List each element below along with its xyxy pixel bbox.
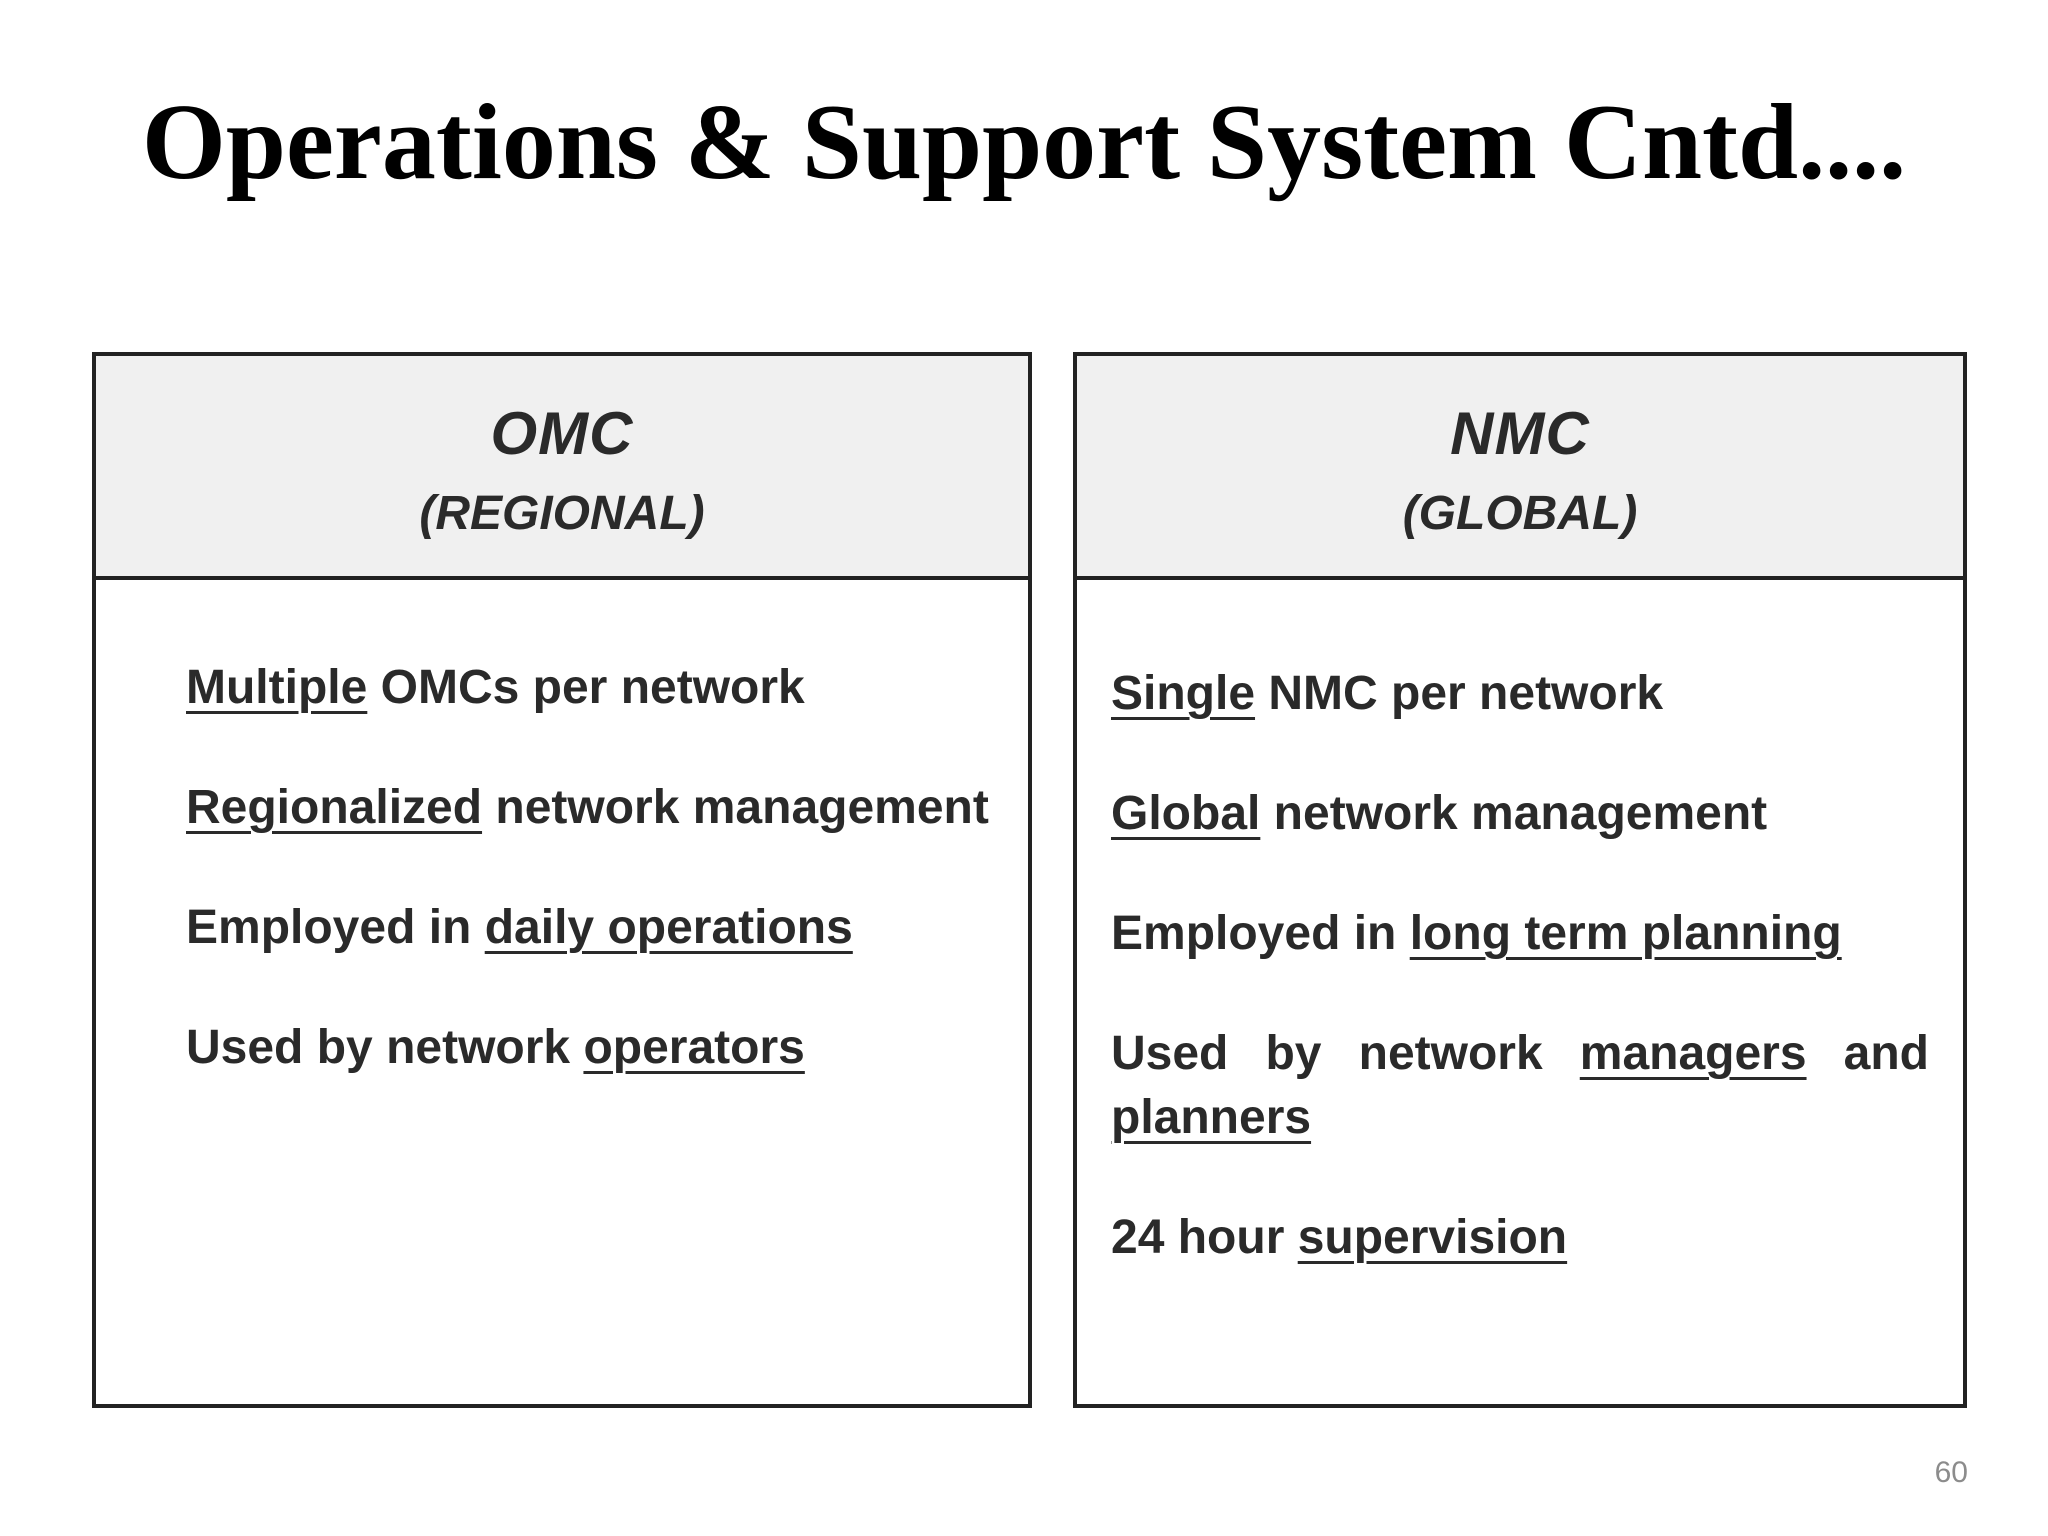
nmc-scope: (GLOBAL) [1402, 487, 1638, 540]
omc-feature-emphasis: Multiple [186, 661, 368, 714]
omc-panel [92, 352, 1032, 1408]
nmc-feature-emphasis: Global [1111, 787, 1261, 840]
nmc-header [1077, 356, 1963, 580]
nmc-feature-emphasis: planners [1111, 1091, 1312, 1144]
nmc-feature-item [1111, 782, 1929, 846]
nmc-feature-text: network management [1260, 787, 1768, 840]
nmc-feature-item [1111, 1206, 1929, 1270]
nmc-feature-text: Used by network [1111, 1027, 1580, 1080]
nmc-feature-item [1111, 902, 1929, 966]
omc-header [96, 356, 1028, 580]
omc-feature-list [186, 656, 998, 1136]
omc-name: OMC [490, 400, 634, 467]
omc-feature-emphasis: Regionalized [186, 781, 483, 834]
nmc-feature-text: Employed in [1111, 907, 1410, 960]
nmc-feature-list [1111, 662, 1929, 1326]
nmc-name: NMC [1450, 400, 1590, 467]
page-number: 60 [1934, 1456, 1968, 1489]
omc-feature-item [186, 896, 998, 960]
omc-feature-emphasis: daily operations [484, 901, 853, 954]
omc-feature-item [186, 1016, 998, 1080]
nmc-feature-text: and [1806, 1027, 1929, 1080]
nmc-panel [1073, 352, 1967, 1408]
omc-feature-text: Employed in [186, 901, 485, 954]
nmc-feature-emphasis: supervision [1297, 1211, 1568, 1264]
nmc-feature-emphasis: managers [1579, 1027, 1807, 1080]
omc-feature-text: Used by network [186, 1021, 584, 1074]
omc-feature-text: network management [482, 781, 989, 834]
nmc-feature-emphasis: Single [1111, 667, 1256, 720]
omc-feature-text: OMCs per network [367, 661, 805, 714]
nmc-feature-text: 24 hour [1111, 1211, 1298, 1264]
nmc-feature-emphasis: long term planning [1409, 907, 1842, 960]
nmc-feature-item [1111, 1022, 1929, 1150]
omc-feature-emphasis: operators [583, 1021, 805, 1074]
omc-scope: (REGIONAL) [419, 487, 705, 540]
slide-title: Operations & Support System Cntd.... [141, 83, 1907, 202]
omc-feature-item [186, 776, 998, 840]
nmc-feature-item [1111, 662, 1929, 726]
nmc-feature-text: NMC per network [1255, 667, 1664, 720]
omc-feature-item [186, 656, 998, 720]
